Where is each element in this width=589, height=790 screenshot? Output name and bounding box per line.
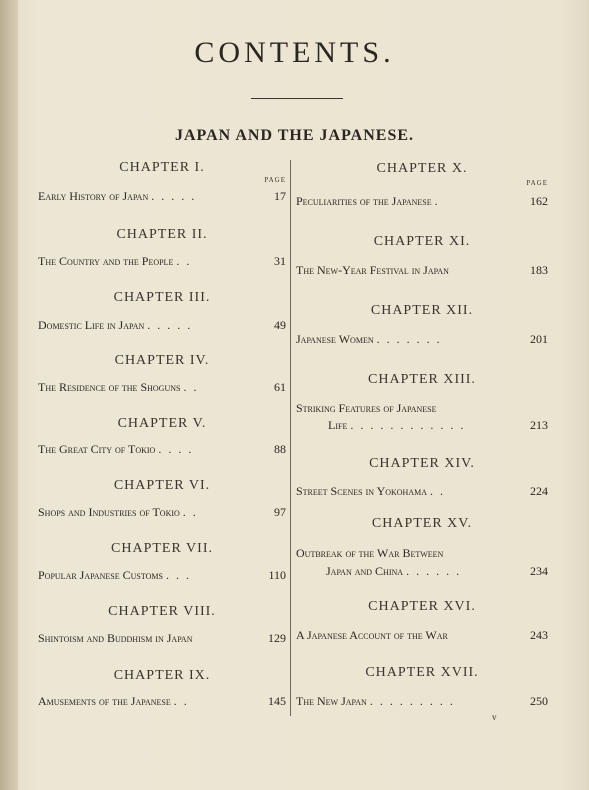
chapter-heading: CHAPTER VI. bbox=[113, 478, 211, 493]
toc-entry[interactable] bbox=[38, 631, 286, 646]
chapter-heading: CHAPTER XVI. bbox=[368, 599, 476, 614]
toc-entry[interactable] bbox=[296, 484, 548, 499]
chapter-heading: CHAPTER VIII. bbox=[108, 604, 216, 619]
entry-leader: . . . . . . bbox=[406, 564, 462, 578]
entry-title-continued: Life bbox=[328, 418, 348, 432]
entry-title: Early History of Japan bbox=[38, 189, 149, 203]
chapter-heading: CHAPTER I. bbox=[119, 160, 205, 175]
entry-page: 97 bbox=[274, 505, 286, 519]
entry-leader: . . . . . bbox=[147, 318, 193, 332]
chapter-heading: CHAPTER VII. bbox=[111, 541, 213, 556]
entry-leader: . . bbox=[183, 380, 199, 394]
entry-title: Amusements of the Japanese bbox=[38, 694, 171, 708]
entry-title: The New Japan bbox=[296, 694, 367, 708]
page-gutter bbox=[0, 0, 18, 790]
toc-entry[interactable] bbox=[296, 194, 548, 209]
entry-title: The New-Year Festival in Japan bbox=[296, 263, 449, 277]
entry-page: 250 bbox=[530, 694, 548, 708]
entry-title: Domestic Life in Japan bbox=[38, 318, 145, 332]
toc-entry[interactable] bbox=[38, 254, 286, 269]
entry-page: 234 bbox=[530, 564, 548, 578]
toc-entry[interactable] bbox=[296, 263, 548, 278]
toc-entry[interactable] bbox=[296, 332, 548, 347]
toc-entry-continuation[interactable] bbox=[296, 418, 548, 433]
entry-page: 183 bbox=[530, 263, 548, 277]
entry-page: 243 bbox=[530, 628, 548, 642]
entry-leader: . . . bbox=[165, 568, 191, 582]
chapter-heading: CHAPTER III. bbox=[113, 290, 211, 305]
title-rule bbox=[251, 98, 343, 99]
chapter-heading: CHAPTER XIII. bbox=[368, 372, 476, 387]
toc-entry[interactable] bbox=[38, 694, 286, 709]
entry-page: 213 bbox=[530, 418, 548, 432]
entry-leader: . . . . . . . . . . . . bbox=[350, 418, 466, 432]
entry-page: 110 bbox=[268, 568, 286, 582]
entry-title: A Japanese Account of the War bbox=[296, 628, 448, 642]
page-column-label: PAGE bbox=[526, 179, 548, 187]
toc-entry[interactable] bbox=[38, 505, 286, 520]
entry-title: Striking Features of Japanese bbox=[296, 401, 437, 415]
entry-page: 61 bbox=[274, 380, 286, 394]
chapter-heading: CHAPTER XV. bbox=[371, 516, 473, 531]
toc-entry[interactable] bbox=[296, 401, 548, 416]
entry-page: 129 bbox=[268, 631, 286, 645]
entry-page: 31 bbox=[274, 254, 286, 268]
entry-page: 162 bbox=[530, 194, 548, 208]
toc-entry[interactable] bbox=[296, 628, 548, 643]
entry-leader: . . . . bbox=[158, 442, 194, 456]
chapter-heading: CHAPTER XII. bbox=[370, 303, 474, 318]
entry-page: 88 bbox=[274, 442, 286, 456]
chapter-heading: CHAPTER XI. bbox=[373, 234, 471, 249]
column-divider bbox=[290, 160, 291, 716]
toc-entry-continuation[interactable] bbox=[296, 564, 548, 579]
entry-title: The Great City of Tokio bbox=[38, 442, 156, 456]
toc-entry[interactable] bbox=[38, 442, 286, 457]
entry-leader: . . . . . . . bbox=[376, 332, 442, 346]
toc-entry[interactable] bbox=[38, 189, 286, 204]
entry-leader: . bbox=[434, 194, 440, 208]
entry-leader: . . . . . bbox=[151, 189, 197, 203]
entry-leader: . . bbox=[430, 484, 446, 498]
entry-title: Street Scenes in Yokohama bbox=[296, 484, 428, 498]
chapter-heading: CHAPTER XIV. bbox=[369, 456, 475, 471]
entry-page: 17 bbox=[274, 189, 286, 203]
entry-leader: . . . . . . . . . bbox=[369, 694, 455, 708]
chapter-heading: CHAPTER IX. bbox=[113, 668, 211, 683]
entry-title: The Country and the People bbox=[38, 254, 174, 268]
toc-entry[interactable] bbox=[296, 694, 548, 709]
entry-page: 224 bbox=[530, 484, 548, 498]
book-subtitle: JAPAN AND THE JAPANESE. bbox=[174, 127, 415, 144]
toc-entry[interactable] bbox=[38, 318, 286, 333]
chapter-heading: CHAPTER II. bbox=[116, 227, 208, 242]
entry-title: Outbreak of the War Between bbox=[296, 546, 444, 560]
toc-entry[interactable] bbox=[38, 568, 286, 583]
chapter-heading: CHAPTER XVII. bbox=[365, 665, 479, 680]
entry-title: Popular Japanese Customs bbox=[38, 568, 163, 582]
toc-entry[interactable] bbox=[296, 546, 548, 561]
page-column-label: PAGE bbox=[264, 176, 286, 184]
entry-leader: . . bbox=[173, 694, 189, 708]
entry-page: 49 bbox=[274, 318, 286, 332]
entry-title-continued: Japan and China bbox=[326, 564, 404, 578]
entry-page: 201 bbox=[530, 332, 548, 346]
entry-leader: . . bbox=[182, 505, 198, 519]
toc-entry[interactable] bbox=[38, 380, 286, 395]
entry-title: Peculiarities of the Japanese bbox=[296, 194, 432, 208]
chapter-heading: CHAPTER IV. bbox=[114, 353, 210, 368]
page-title: CONTENTS. bbox=[194, 36, 395, 69]
chapter-heading: CHAPTER V. bbox=[117, 416, 207, 431]
entry-title: The Residence of the Shoguns bbox=[38, 380, 181, 394]
entry-title: Japanese Women bbox=[296, 332, 374, 346]
chapter-heading: CHAPTER X. bbox=[376, 161, 468, 176]
entry-leader: . . bbox=[176, 254, 192, 268]
entry-title: Shops and Industries of Tokio bbox=[38, 505, 180, 519]
entry-title: Shintoism and Buddhism in Japan bbox=[38, 631, 193, 645]
page-folio: v bbox=[492, 712, 497, 722]
entry-page: 145 bbox=[268, 694, 286, 708]
